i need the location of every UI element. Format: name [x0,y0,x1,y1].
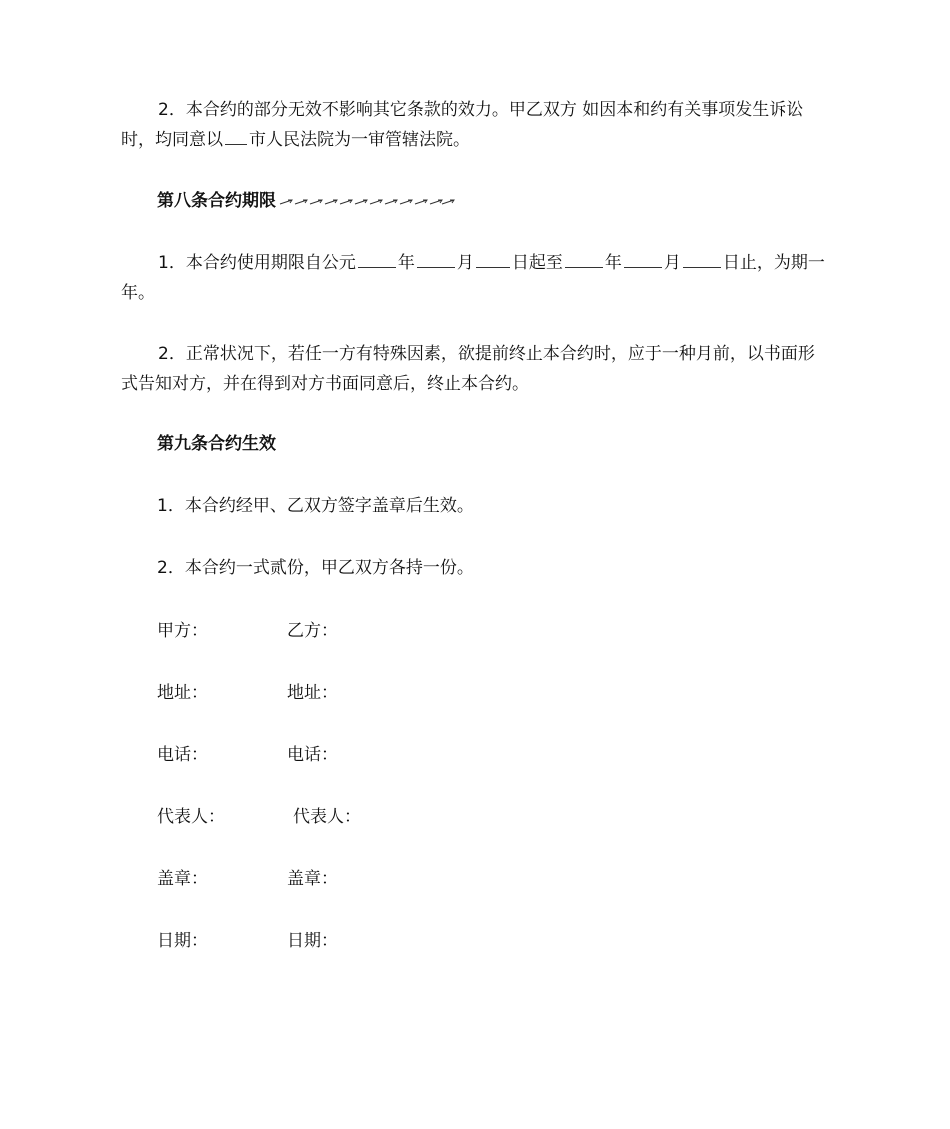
end-day-blank [683,249,721,268]
start-day-label: 日起至 [511,253,563,273]
party-a-label: 甲方： [157,621,208,641]
phone-a-label: 电话： [157,745,208,765]
clause-8-title-text: 第八条合约期限 [157,191,276,211]
seal-a-label: 盖章： [157,869,208,889]
clause-9-title: 第九条合约生效 [157,434,276,454]
clause-8-item-2: 2．正常状况下，若任一方有特殊因素，欲提前终止本合约时，应于一种月前，以书面形式告知对方，并在得到对方书面同意后，终止本合约。 [121,344,815,394]
seal-b-label: 盖章： [287,869,338,889]
clause-9-item-1: 1．本合约经甲、乙双方签字盖章后生效。 [157,496,474,516]
start-month-label: 月 [456,253,474,273]
clause-7-item-2 [121,95,831,155]
clause-8-item-1 [121,248,831,308]
end-year-blank [565,249,603,268]
representative-a-label: 代表人： [157,807,225,827]
party-b-label: 乙方： [287,621,338,641]
address-a-label: 地址： [157,683,208,703]
representative-b-label: 代表人： [293,807,361,827]
date-a-label: 日期： [157,931,208,951]
clause-8-title [157,189,456,213]
clause-7-item-2-text-a: 2．本合约的部分无效不影响其它条款的效力。甲乙双方 如因本和约有关事项发生诉讼时，均同意以 [121,100,804,150]
clause-7-item-2-text-b: 市人民法院为一审管辖法院。 [249,130,470,150]
clause-8-item-1-text-a: 1．本合约使用期限自公元 [158,253,356,273]
start-year-label: 年 [397,253,415,273]
start-month-blank [417,249,455,268]
end-month-label: 月 [663,253,681,273]
date-b-label: 日期： [287,931,338,951]
end-month-blank [624,249,662,268]
address-b-label: 地址： [287,683,338,703]
phone-b-label: 电话： [287,745,338,765]
clause-9-item-2: 2．本合约一式贰份，甲乙双方各持一份。 [157,558,474,578]
start-year-blank [358,249,396,268]
arrow-marks-icon [278,195,456,207]
end-year-label: 年 [604,253,622,273]
start-day-blank [476,249,510,268]
court-city-blank [225,126,247,145]
clause-8-item-1-text-end: 日止，为期一年。 [121,253,825,303]
